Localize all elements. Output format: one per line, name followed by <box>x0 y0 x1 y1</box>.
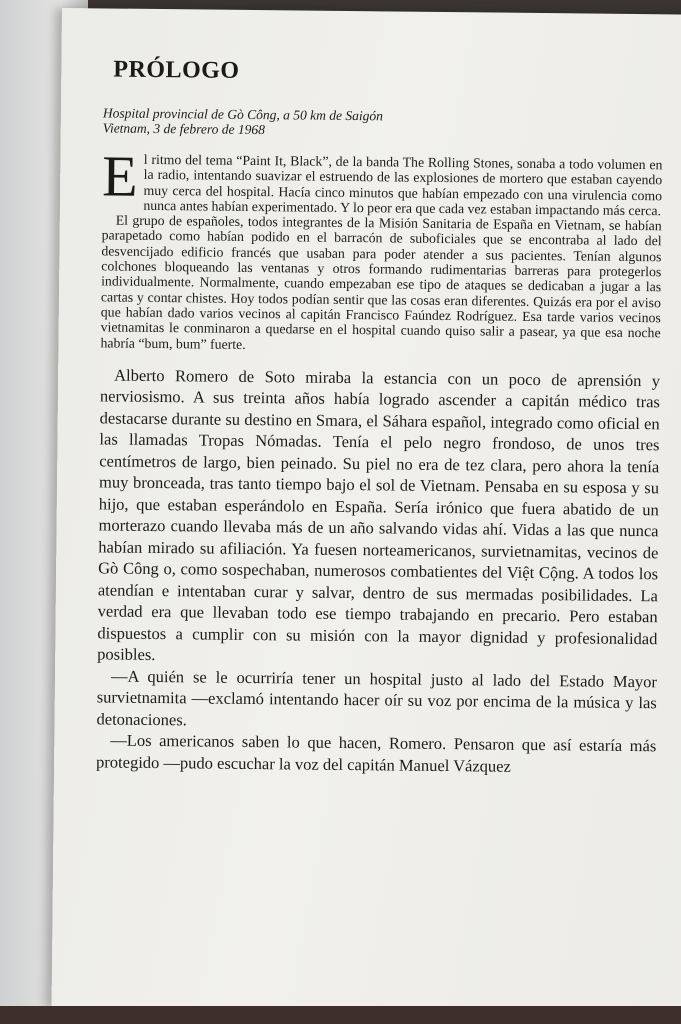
chapter-title: PRÓLOGO <box>113 56 240 84</box>
opening-text <box>100 143 663 356</box>
place-date-header <box>103 105 663 141</box>
continuation-text <box>96 364 660 778</box>
paragraph-3: Alberto Romero de Soto miraba la estancia con un poco de aprensión y nerviosismo. A sus treinta años había logrado ascender a capitán médico tras destacarse durante su destino en Smara, el Sáhara español, integrado como oficial en las llamadas Tropas Nómadas. Tenía el pelo negro frondoso, de unos tres centímetros de largo, bien peinado. Su piel no era de tez clara, pero ahora la tenía muy bronceada, tras tanto tiempo bajo el sol de Vietnam. Pensaba en su esposa y su hijo, que estaban esperándolo en España. Sería irónico que fuera abatido de un morterazo cuando llevaba más de un año salvando vidas ahí. Vidas a las que nunca habían mirado su afiliación. Ya fuesen norteamericanos, survietnamitas, vecinos de Gò Công o, como sospechaban, numerosos combatientes del Việt Cộng. A todos los atendían e intentaban curar y salvar, dentro de sus mermadas posibilidades. La verdad era que llevaban todo ese tiempo trabajando en precario. Pero estaban dispuestos a cumplir con su misión con la mayor dignidad y profesionalidad posibles. <box>97 365 661 665</box>
table-surface <box>0 1006 681 1024</box>
place-line: Hospital provincial de Gò Công, a 50 km de Saigón <box>102 105 383 124</box>
page-content <box>96 56 663 778</box>
paragraph-1: l ritmo del tema “Paint It, Black”, de la banda The Rolling Stones, sonaba a todo volumen en la radio, intentando suavizar el estruendo de las explosiones de mortero que estaban cayendo muy cerca del hospital. Hacía cinco minutos que habían empezado con una virulencia como nunca antes habían experimentado. Y lo peor era que cada vez estaban impactando más cerca. <box>143 151 663 219</box>
book-page <box>52 8 681 1015</box>
paragraph-2: El grupo de españoles, todos integrantes de la Misión Sanitaria de España en Vietnam, se habían parapetado como habían podido en el barracón de suboficiales que se encontraba al lado del desvencijado edificio francés que usaban para poder atender a sus pacientes. Tenían algunos colchones bloqueando las ventanas y otros formando rudimentarias barreras para protegerlos individualmente. Normalmente, cuando empezaban ese tipo de ataques se dedicaban a jugar a las cartas y contar chistes. Hoy todos podían sentir que las cosas eran diferentes. Quizás era por el aviso que habían dado varios vecinos al capitán Francisco Faúndez Rodríguez. Esa tarde varios vecinos vietnamitas le conminaron a quedarse en el hospital cuando quiso salir a pasear, ya que esa noche habría “bum, bum” fuerte. <box>100 212 662 352</box>
drop-cap: E <box>101 143 139 209</box>
paragraph-4: —A quién se le ocurriría tener un hospital justo al lado del Estado Mayor survietnamita —exclamó intentando hacer oír su voz por encima de la música y las detonaciones. <box>96 666 658 730</box>
paragraph-5: —Los americanos saben lo que hacen, Romero. Pensaron que así estaría más protegido —pudo escuchar la voz del capitán Manuel Vázquez <box>96 730 657 776</box>
date-line: Vietnam, 3 de febrero de 1968 <box>102 120 266 138</box>
